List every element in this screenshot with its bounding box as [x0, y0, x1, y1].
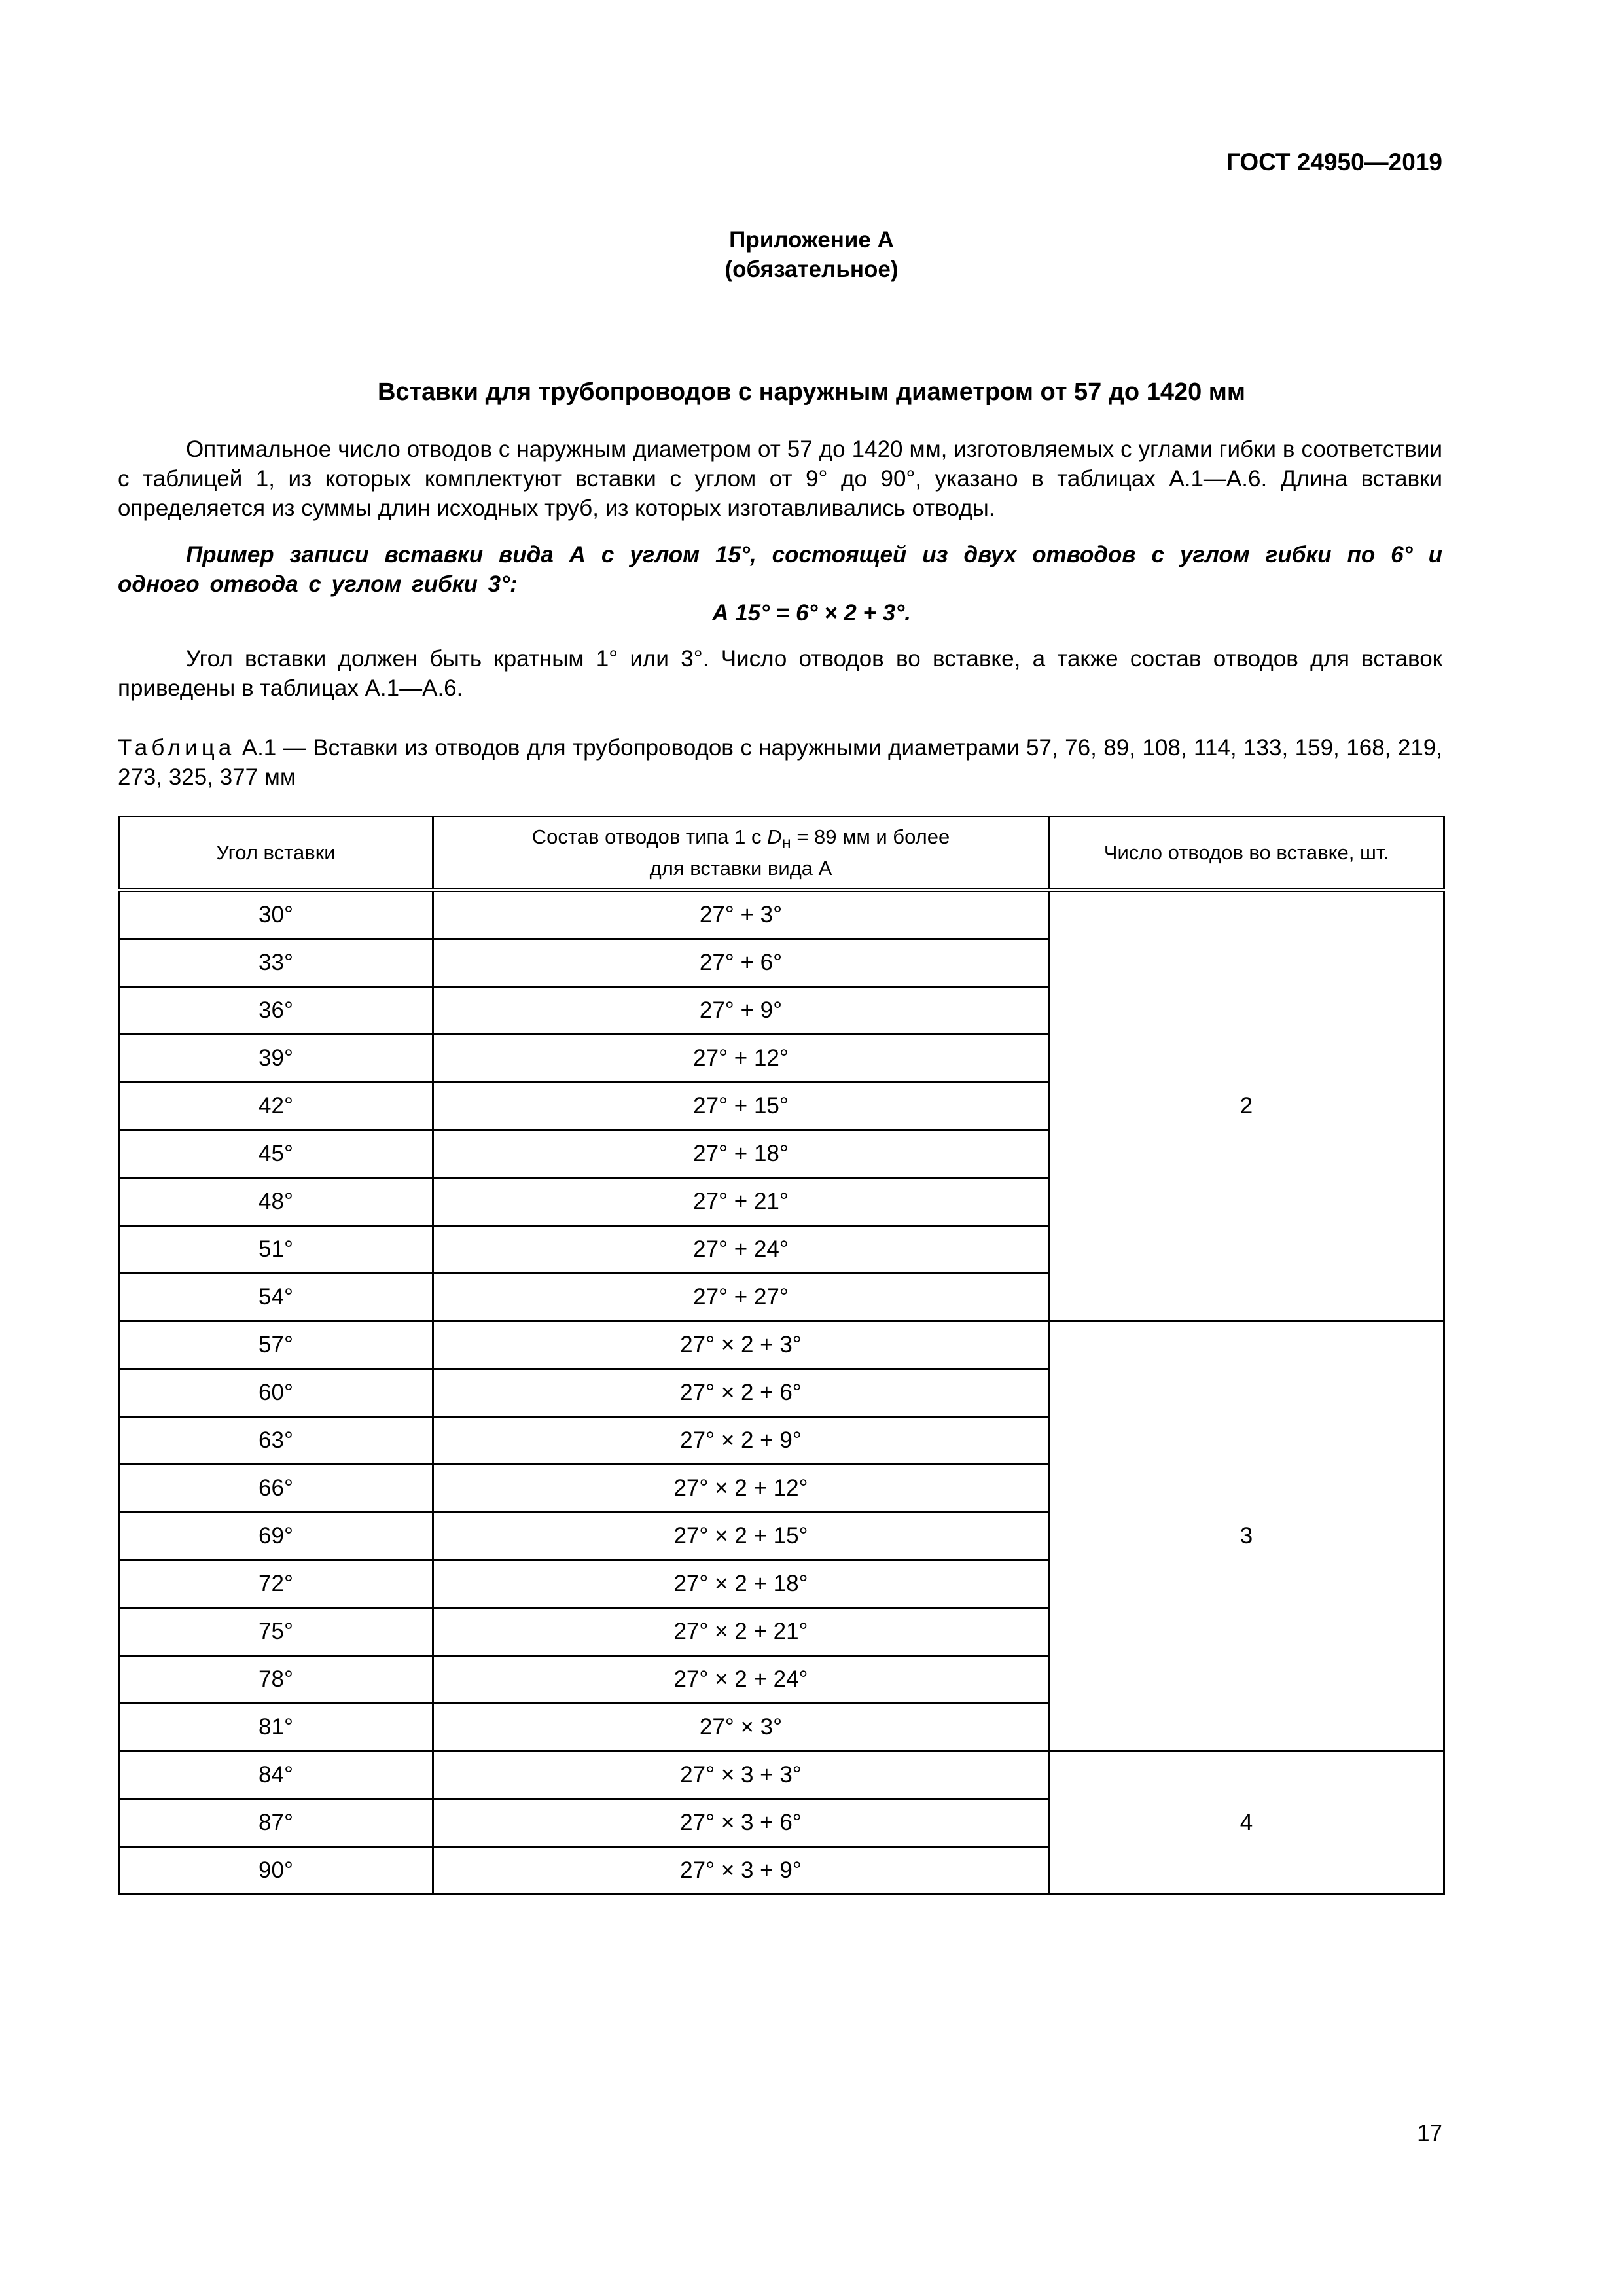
cell-composition: 27° × 3 + 9° — [433, 1847, 1049, 1895]
cell-composition: 27° × 2 + 12° — [433, 1465, 1049, 1513]
cell-angle: 51° — [119, 1226, 433, 1274]
cell-composition: 27° × 3 + 3° — [433, 1751, 1049, 1799]
cell-composition: 27° + 9° — [433, 987, 1049, 1035]
cell-angle: 69° — [119, 1513, 433, 1560]
appendix-title: Приложение А — [729, 227, 894, 253]
header-composition-pre: Состав отводов типа 1 с — [531, 825, 768, 849]
cell-angle: 54° — [119, 1274, 433, 1321]
table-caption — [118, 733, 1442, 792]
page-number: 17 — [1417, 2121, 1442, 2146]
cell-angle: 81° — [119, 1704, 433, 1751]
cell-angle: 90° — [119, 1847, 433, 1895]
inserts-table — [118, 816, 1445, 1895]
cell-composition: 27° + 6° — [433, 939, 1049, 987]
table-row — [119, 890, 1444, 939]
cell-composition: 27° × 2 + 15° — [433, 1513, 1049, 1560]
cell-count: 3 — [1049, 1321, 1444, 1751]
cell-angle: 75° — [119, 1608, 433, 1656]
cell-angle: 63° — [119, 1417, 433, 1465]
cell-angle: 30° — [119, 890, 433, 939]
intro-paragraph-text: Оптимальное число отводов с наружным диаметром от 57 до 1420 мм, изготовляемых с углами гибки в соответствии с таблицей 1, из которых комплектуют вставки с углом от 9° до 90°, указано в таблицах А.1—А.6. Длина вставки определяется из суммы длин исходных труб, из которых изготавливались отводы. — [118, 437, 1442, 521]
cell-composition: 27° × 2 + 21° — [433, 1608, 1049, 1656]
cell-angle: 84° — [119, 1751, 433, 1799]
header-composition-symbol: D — [767, 825, 782, 849]
cell-composition: 27° + 21° — [433, 1178, 1049, 1226]
example-text: Пример записи вставки вида А с углом 15°, состоящей из двух отводов с углом гибки по 6° и одного отвода с углом гибки 3°: — [118, 542, 1442, 597]
intro-paragraph — [118, 435, 1442, 523]
example-formula: А 15° = 6° × 2 + 3°. — [712, 600, 911, 626]
table-row — [119, 1751, 1444, 1799]
cell-angle: 45° — [119, 1130, 433, 1178]
table-body — [119, 890, 1444, 1895]
cell-angle: 33° — [119, 939, 433, 987]
cell-composition: 27° × 3 + 6° — [433, 1799, 1049, 1847]
cell-angle: 48° — [119, 1178, 433, 1226]
table-row — [119, 1321, 1444, 1369]
example-paragraph — [118, 540, 1442, 599]
document-header: ГОСТ 24950—2019 — [1226, 149, 1442, 175]
cell-count: 2 — [1049, 890, 1444, 1321]
cell-angle: 36° — [119, 987, 433, 1035]
cell-composition: 27° + 12° — [433, 1035, 1049, 1083]
note-paragraph-text: Угол вставки должен быть кратным 1° или 3°. Число отводов во вставке, а также состав отводов для вставок приведены в таблицах А.1—А.6. — [118, 646, 1442, 701]
header-composition-post: = 89 мм и более — [791, 825, 950, 849]
header-angle: Угол вставки — [119, 817, 433, 891]
header-composition-line2: для вставки вида А — [649, 856, 832, 880]
table-caption-text: А.1 — Вставки из отводов для трубопроводов с наружными диаметрами 57, 76, 89, 108, 114, 133, 159, 168, 219, 273, 325, 377 мм — [118, 735, 1442, 790]
cell-composition: 27° × 2 + 3° — [433, 1321, 1049, 1369]
cell-composition: 27° + 15° — [433, 1083, 1049, 1130]
table-caption-label: Таблица — [118, 735, 236, 761]
header-composition — [433, 817, 1049, 891]
cell-angle: 72° — [119, 1560, 433, 1608]
cell-angle: 42° — [119, 1083, 433, 1130]
note-paragraph — [118, 644, 1442, 703]
cell-angle: 87° — [119, 1799, 433, 1847]
appendix-status: (обязательное) — [724, 257, 899, 282]
section-title: Вставки для трубопроводов с наружным диаметром от 57 до 1420 мм — [377, 378, 1246, 406]
cell-composition: 27° + 3° — [433, 890, 1049, 939]
cell-angle: 78° — [119, 1656, 433, 1704]
cell-composition: 27° + 27° — [433, 1274, 1049, 1321]
header-count: Число отводов во вставке, шт. — [1049, 817, 1444, 891]
cell-composition: 27° × 3° — [433, 1704, 1049, 1751]
cell-composition: 27° + 18° — [433, 1130, 1049, 1178]
header-composition-subscript: н — [781, 834, 791, 853]
cell-composition: 27° × 2 + 24° — [433, 1656, 1049, 1704]
cell-composition: 27° × 2 + 9° — [433, 1417, 1049, 1465]
cell-angle: 66° — [119, 1465, 433, 1513]
cell-count: 4 — [1049, 1751, 1444, 1895]
cell-angle: 60° — [119, 1369, 433, 1417]
cell-angle: 57° — [119, 1321, 433, 1369]
cell-composition: 27° × 2 + 6° — [433, 1369, 1049, 1417]
cell-composition: 27° × 2 + 18° — [433, 1560, 1049, 1608]
cell-angle: 39° — [119, 1035, 433, 1083]
table-header-row — [119, 817, 1444, 891]
cell-composition: 27° + 24° — [433, 1226, 1049, 1274]
